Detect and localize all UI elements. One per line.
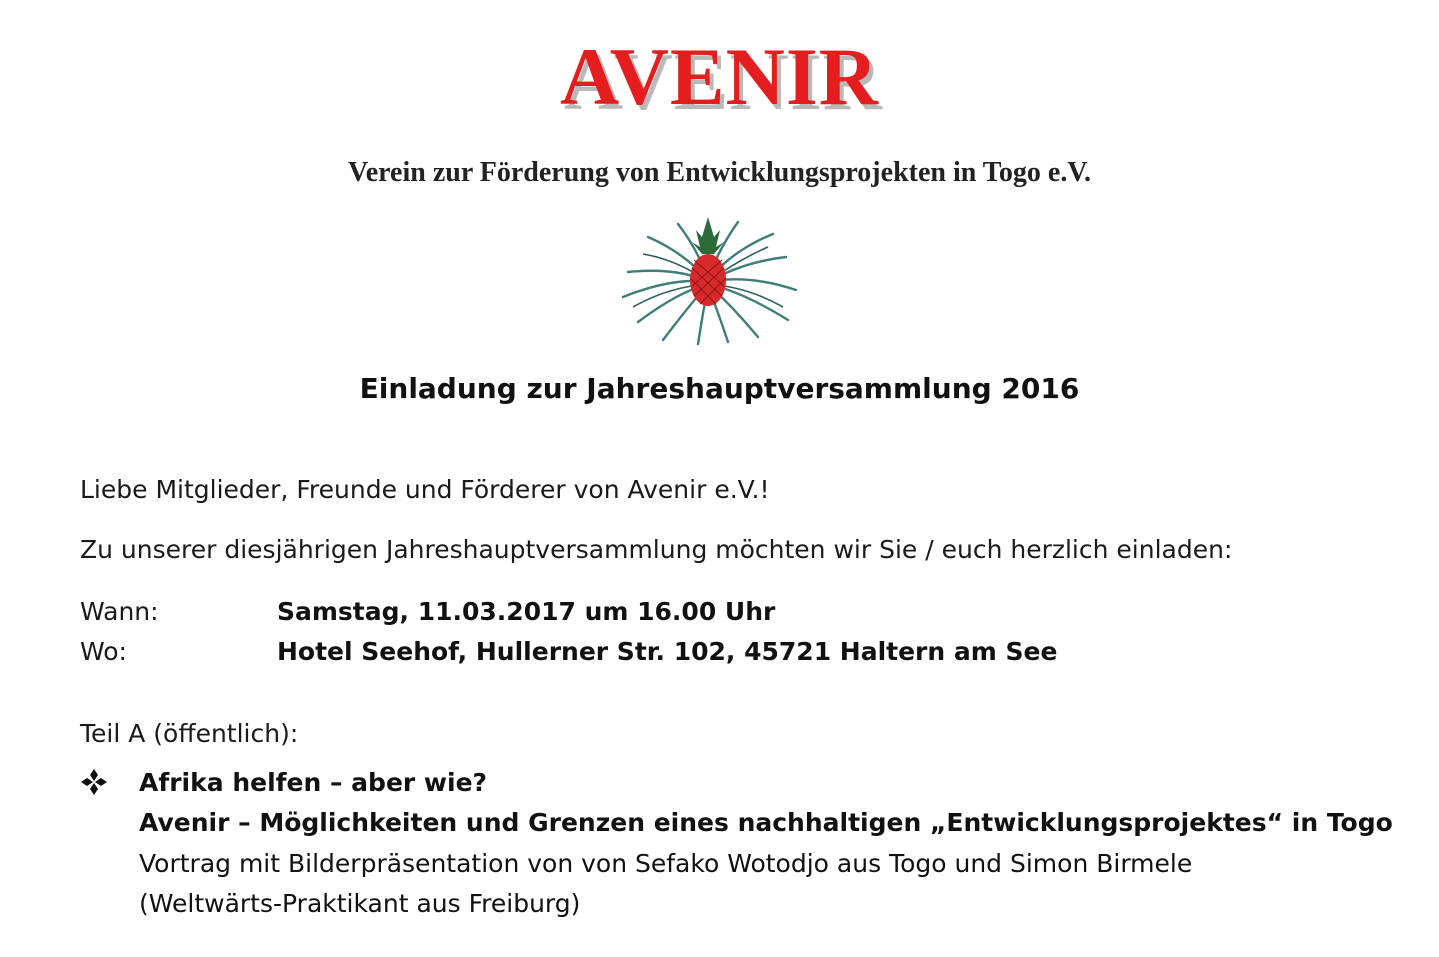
pineapple-icon <box>618 212 798 347</box>
when-label: Wann: <box>80 597 159 626</box>
where-value: Hotel Seehof, Hullerner Str. 102, 45721 Haltern am See <box>277 637 1058 666</box>
agenda-item-subtitle: Avenir – Möglichkeiten und Grenzen eines nachhaltigen „Entwicklungsprojektes“ in Togo <box>139 808 1393 837</box>
when-value: Samstag, 11.03.2017 um 16.00 Uhr <box>277 597 776 626</box>
where-label: Wo: <box>80 637 127 666</box>
document-title: Einladung zur Jahreshauptversammlung 2016 <box>359 372 1080 405</box>
part-a-heading: Teil A (öffentlich): <box>80 719 299 748</box>
greeting: Liebe Mitglieder, Freunde und Förderer von Avenir e.V.! <box>80 475 770 504</box>
agenda-item-description-continued: (Weltwärts-Praktikant aus Freiburg) <box>139 889 581 918</box>
diamond-bullet-icon <box>80 768 108 796</box>
organization-subtitle: Verein zur Förderung von Entwicklungsprojekten in Togo e.V. <box>348 157 1091 188</box>
agenda-item-description: Vortrag mit Bilderpräsentation von von Sefako Wotodjo aus Togo und Simon Birmele <box>139 849 1193 878</box>
logo-title: AVENIR <box>560 31 879 122</box>
intro-text: Zu unserer diesjährigen Jahreshauptversammlung möchten wir Sie / euch herzlich einladen: <box>80 535 1233 564</box>
agenda-item-title: Afrika helfen – aber wie? <box>139 768 488 797</box>
